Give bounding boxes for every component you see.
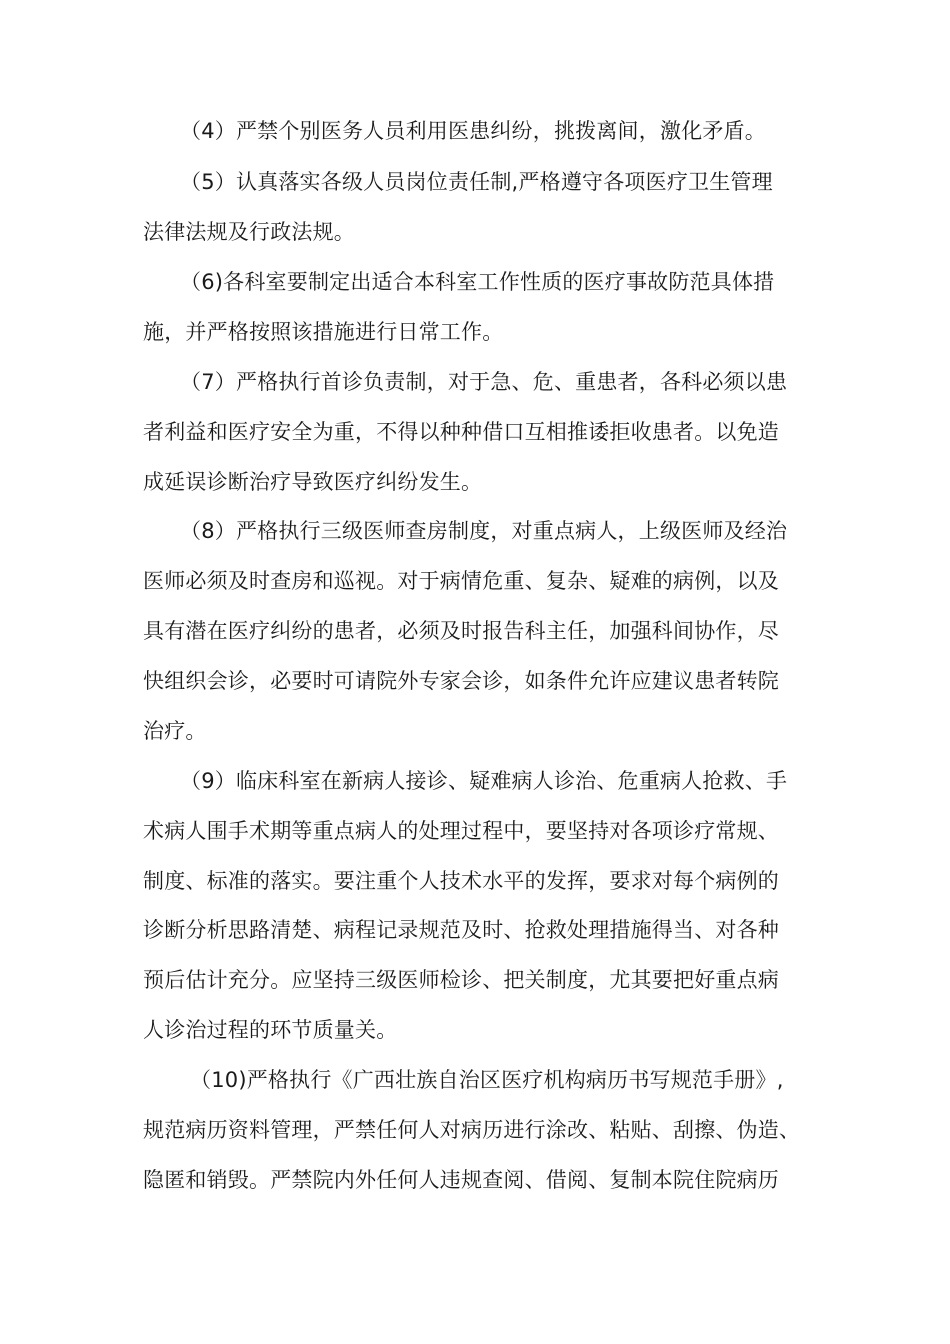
text-line: （5）认真落实各级人员岗位责任制,严格遵守各项医疗卫生管理 — [180, 170, 773, 194]
text-line: 成延误诊断治疗导致医疗纠纷发生。 — [143, 470, 483, 494]
text-line: 具有潜在医疗纠纷的患者，必须及时报告科主任，加强科间协作，尽 — [143, 619, 779, 643]
text-line: （4）严禁个别医务人员利用医患纠纷，挑拨离间，激化矛盾。 — [180, 119, 766, 143]
text-line: 施，并严格按照该措施进行日常工作。 — [143, 320, 504, 344]
text-line: （10)严格执行《广西壮族自治区医疗机构病历书写规范手册》, — [190, 1068, 784, 1092]
text-line: （9）临床科室在新病人接诊、疑难病人诊治、危重病人抢救、手 — [180, 769, 788, 793]
text-line: 诊断分析思路清楚、病程记录规范及时、抢救处理措施得当、对各种 — [143, 918, 779, 942]
text-line: （6)各科室要制定出适合本科室工作性质的医疗事故防范具体措 — [180, 270, 775, 294]
text-line: 医师必须及时查房和巡视。对于病情危重、复杂、疑难的病例，以及 — [143, 569, 779, 593]
text-line: 规范病历资料管理，严禁任何人对病历进行涂改、粘贴、刮擦、伪造、 — [143, 1118, 801, 1142]
text-line: （7）严格执行首诊负责制，对于急、危、重患者，各科必须以患 — [180, 370, 788, 394]
text-line: 隐匿和销毁。严禁院内外任何人违规查阅、借阅、复制本院住院病历 — [143, 1168, 779, 1192]
text-line: 者利益和医疗安全为重，不得以种种借口互相推诿拒收患者。以免造 — [143, 420, 779, 444]
text-line: 预后估计充分。应坚持三级医师检诊、把关制度，尤其要把好重点病 — [143, 968, 779, 992]
text-line: 制度、标准的落实。要注重个人技术水平的发挥，要求对每个病例的 — [143, 869, 779, 893]
text-line: 法律法规及行政法规。 — [143, 220, 355, 244]
text-line: 术病人围手术期等重点病人的处理过程中，要坚持对各项诊疗常规、 — [143, 819, 779, 843]
text-line: 快组织会诊，必要时可请院外专家会诊，如条件允许应建议患者转院 — [143, 669, 779, 693]
text-line: 人诊治过程的环节质量关。 — [143, 1018, 398, 1042]
text-line: （8）严格执行三级医师查房制度，对重点病人，上级医师及经治 — [180, 519, 788, 543]
text-line: 治疗。 — [143, 719, 207, 743]
